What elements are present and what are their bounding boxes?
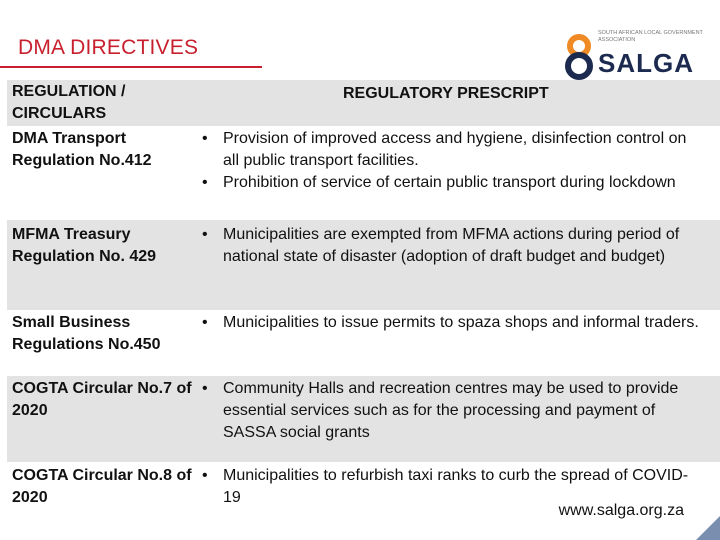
- slide-title: DMA DIRECTIVES: [18, 36, 199, 59]
- column-header-prescript: REGULATORY PRESCRIPT: [343, 85, 549, 102]
- prescript-list: [202, 378, 702, 444]
- table-header-row: [7, 80, 720, 126]
- column-header-regulation: REGULATION / CIRCULARS: [12, 83, 126, 122]
- prescript-list: [202, 224, 702, 268]
- table-row: [7, 126, 720, 220]
- list-item: [202, 224, 702, 268]
- corner-decoration: [696, 516, 720, 540]
- logo-wordmark: SALGA: [598, 48, 694, 78]
- regulation-name: COGTA Circular No.8 of 2020: [12, 467, 192, 506]
- prescript-list: [202, 128, 702, 194]
- regulation-name: Small Business Regulations No.450: [12, 314, 161, 353]
- bullet-icon: •: [202, 130, 208, 147]
- prescript-text: Community Halls and recreation centres may be used to provide essential services such as for the processing and payment of SASSA social grants: [223, 380, 679, 441]
- bullet-icon: •: [202, 314, 208, 331]
- list-item: [202, 128, 702, 172]
- regulation-name: DMA Transport Regulation No.412: [12, 130, 152, 169]
- table-row: [7, 220, 720, 310]
- bullet-icon: •: [202, 467, 208, 484]
- table-row: [7, 376, 720, 462]
- prescript-text: Provision of improved access and hygiene, disinfection control on all public transport facilities.: [223, 130, 687, 169]
- regulation-name: COGTA Circular No.7 of 2020: [12, 380, 192, 419]
- prescript-text: Municipalities to refurbish taxi ranks to curb the spread of COVID-19: [223, 467, 689, 506]
- logo-tagline: SOUTH AFRICAN LOCAL GOVERNMENT ASSOCIATION: [598, 30, 703, 43]
- table-row: [7, 310, 720, 376]
- list-item: [202, 172, 702, 194]
- bullet-icon: •: [202, 226, 208, 243]
- salga-logo: [562, 30, 712, 84]
- list-item: [202, 378, 702, 444]
- prescript-list: [202, 312, 702, 334]
- prescript-text: Municipalities to issue permits to spaza shops and informal traders.: [223, 314, 699, 331]
- salga-logo-mark-icon: [562, 34, 596, 80]
- prescript-text: Prohibition of service of certain public transport during lockdown: [223, 174, 676, 191]
- regulation-name: MFMA Treasury Regulation No. 429: [12, 226, 157, 265]
- title-underline: [0, 66, 262, 68]
- prescript-text: Municipalities are exempted from MFMA actions during period of national state of disaster (adoption of draft budget and budget): [223, 226, 680, 265]
- list-item: [202, 312, 702, 334]
- bullet-icon: •: [202, 380, 208, 397]
- footer-url-link[interactable]: www.salga.org.za: [558, 502, 684, 519]
- bullet-icon: •: [202, 174, 208, 191]
